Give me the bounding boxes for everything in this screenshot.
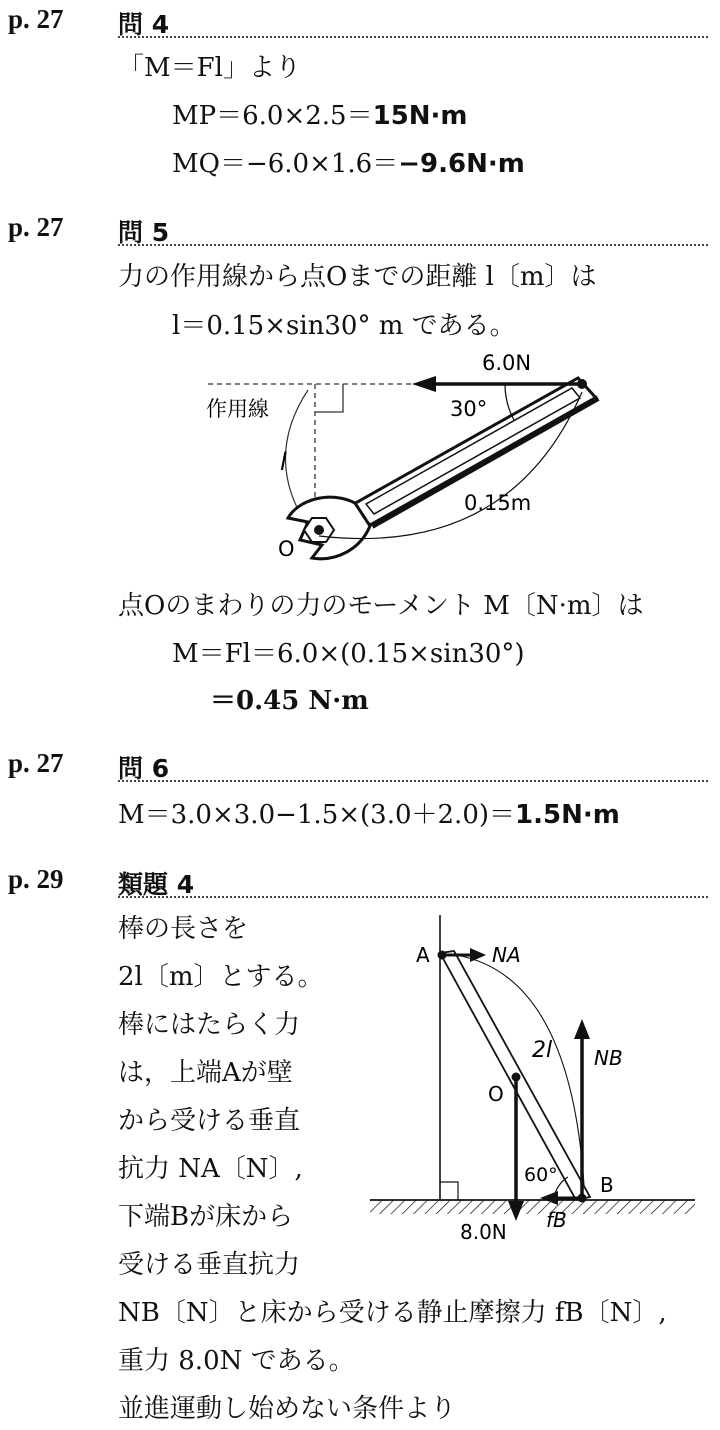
page-ref: p. 27	[8, 212, 64, 242]
point-a-label: A	[416, 943, 430, 967]
right-angle-mark	[315, 384, 343, 412]
formula-line	[172, 143, 525, 180]
text-line: 棒の長さを	[118, 914, 249, 944]
formula-mp: MP＝6.0×2.5＝	[172, 101, 373, 131]
problem-title: 問 6	[118, 754, 170, 783]
text-line: 点Oのまわりの力のモーメント M〔N·m〕は	[118, 591, 644, 621]
dotted-rule	[118, 36, 708, 38]
text-line: 力の作用線から点Oまでの距離 l〔m〕は	[118, 262, 597, 292]
length-label: 0.15m	[464, 491, 532, 515]
answer-line: ＝0.45 N·m	[210, 686, 369, 716]
answer-m: 1.5N·m	[515, 800, 620, 830]
formula-m: M＝3.0×3.0−1.5×(3.0＋2.0)＝	[118, 800, 516, 830]
formula-line: M＝Fl＝6.0×(0.15×sin30°)	[172, 639, 525, 669]
formula-line: 「M＝Fl」より	[118, 53, 301, 83]
text-line: 2l〔m〕とする。	[118, 962, 324, 992]
dotted-rule	[118, 896, 708, 898]
page-ref: p. 27	[8, 748, 64, 778]
dotted-rule	[118, 244, 708, 246]
problem-title: 類題 4	[118, 870, 195, 899]
answer-mp: 15N·m	[372, 101, 468, 131]
point-o-label: O	[278, 537, 295, 561]
page-ref: p. 27	[8, 4, 64, 34]
wrench-figure	[180, 340, 640, 570]
dotted-rule	[118, 780, 708, 782]
force-label: 6.0N	[482, 351, 532, 375]
text-line: 重力 8.0N である。	[118, 1346, 355, 1376]
point-o-label: O	[488, 1082, 504, 1106]
nb-label: NB	[594, 1046, 623, 1070]
page-ref: p. 29	[8, 864, 64, 894]
fb-label: fB	[546, 1208, 567, 1232]
answer-mq: −9.6N·m	[398, 149, 525, 179]
problem-title: 問 5	[118, 218, 170, 247]
text-line: 抗力 NA〔N〕,	[118, 1154, 303, 1184]
problem-title: 問 4	[118, 10, 170, 39]
text-line: 受ける垂直抗力	[118, 1250, 301, 1280]
formula-line	[172, 95, 468, 132]
force-arrowhead	[412, 376, 436, 392]
na-arrowhead	[470, 948, 486, 962]
na-label: NA	[492, 943, 521, 967]
pivot-point	[314, 525, 324, 535]
formula-mq: MQ＝−6.0×1.6＝	[172, 149, 399, 179]
weight-label: 8.0N	[460, 1220, 507, 1244]
text-line: l＝0.15×sin30° m である。	[172, 311, 516, 341]
text-line: 棒にはたらく力	[118, 1010, 301, 1040]
ladder-figure	[360, 905, 705, 1250]
text-line: は，上端Aが壁	[118, 1058, 293, 1088]
floor-hatch	[370, 1200, 695, 1214]
text-line: 並進運動し始めない条件より	[118, 1394, 457, 1424]
length-label: 2l	[532, 1038, 553, 1063]
text-line: 下端Bが床から	[118, 1202, 294, 1232]
angle-label: 60°	[524, 1164, 558, 1186]
point-b-label: B	[600, 1173, 614, 1197]
text-line: NB〔N〕と床から受ける静止摩擦力 fB〔N〕,	[118, 1298, 667, 1328]
line-label: 作用線	[206, 397, 269, 421]
formula-line	[118, 794, 620, 831]
angle-label: 30°	[450, 397, 488, 421]
text-line: から受ける垂直	[118, 1106, 301, 1136]
distance-label: l	[280, 448, 287, 476]
right-angle-mark	[440, 1182, 458, 1200]
nb-arrowhead	[574, 1019, 590, 1039]
